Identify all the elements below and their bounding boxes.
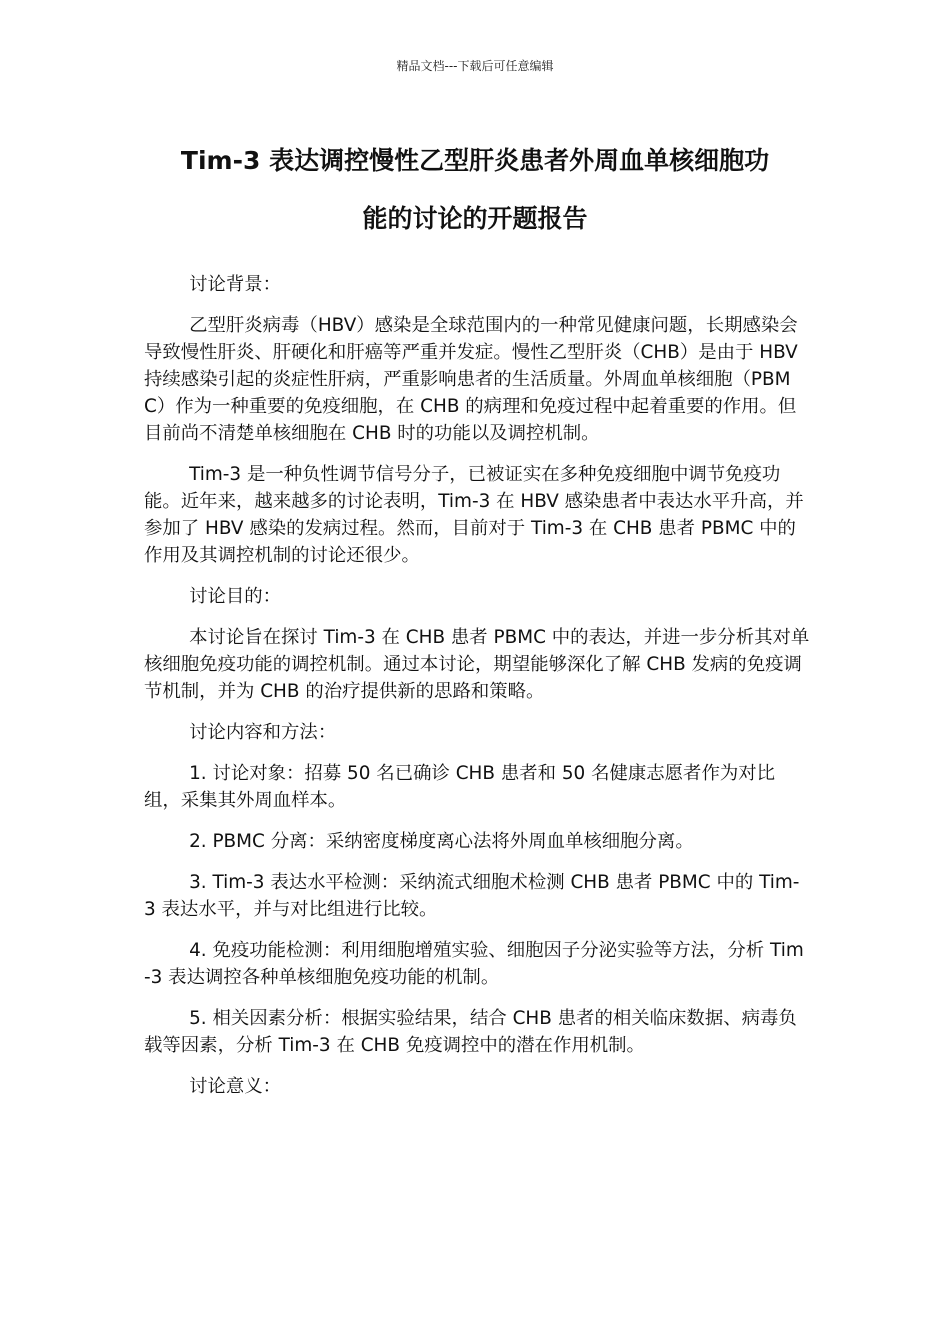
paragraph-background-2: Tim-3 是一种负性调节信号分子，已被证实在多种免疫细胞中调节免疫功能。近年来，越来越多的讨论表明，Tim-3 在 HBV 感染患者中表达水平升高，并参加了 HBV 感染的发病过程。然而，目前对于 Tim-3 在 CHB 患者 PBMC 中的作用及其调控机制的讨论还很少。 <box>144 464 804 566</box>
document-body <box>144 271 810 1114</box>
section-heading-background: 讨论背景： <box>189 274 282 295</box>
section-heading-significance: 讨论意义： <box>189 1076 282 1097</box>
page-header: 精品文档---下载后可任意编辑 <box>396 59 554 73</box>
section-heading-methods: 讨论内容和方法： <box>189 722 337 743</box>
title-line-2: 能的讨论的开题报告 <box>362 204 588 233</box>
method-item-1: 1. 讨论对象：招募 50 名已确诊 CHB 患者和 50 名健康志愿者作为对比组，采集其外周血样本。 <box>144 763 776 811</box>
paragraph-background-1: 乙型肝炎病毒（HBV）感染是全球范围内的一种常见健康问题，长期感染会导致慢性肝炎、肝硬化和肝癌等严重并发症。慢性乙型肝炎（CHB）是由于 HBV 持续感染引起的炎症性肝病，严重影响患者的生活质量。外周血单核细胞（PBMC）作为一种重要的免疫细胞，在 CHB 的病理和免疫过程中起着重要的作用。但目前尚不清楚单核细胞在 CHB 时的功能以及调控机制。 <box>144 315 798 444</box>
section-heading-purpose: 讨论目的： <box>189 586 282 607</box>
method-item-3: 3. Tim-3 表达水平检测：采纳流式细胞术检测 CHB 患者 PBMC 中的 Tim-3 表达水平，并与对比组进行比较。 <box>144 872 800 920</box>
document-title <box>135 132 815 248</box>
method-item-2: 2. PBMC 分离：采纳密度梯度离心法将外周血单核细胞分离。 <box>189 831 694 852</box>
method-item-5: 5. 相关因素分析：根据实验结果，结合 CHB 患者的相关临床数据、病毒负载等因素，分析 Tim-3 在 CHB 免疫调控中的潜在作用机制。 <box>144 1008 797 1056</box>
paragraph-purpose-1: 本讨论旨在探讨 Tim-3 在 CHB 患者 PBMC 中的表达，并进一步分析其对单核细胞免疫功能的调控机制。通过本讨论，期望能够深化了解 CHB 发病的免疫调节机制，并为 CHB 的治疗提供新的思路和策略。 <box>144 627 810 702</box>
title-line-1: Tim-3 表达调控慢性乙型肝炎患者外周血单核细胞功 <box>180 146 770 175</box>
method-item-4: 4. 免疫功能检测：利用细胞增殖实验、细胞因子分泌实验等方法，分析 Tim-3 表达调控各种单核细胞免疫功能的机制。 <box>144 940 804 988</box>
